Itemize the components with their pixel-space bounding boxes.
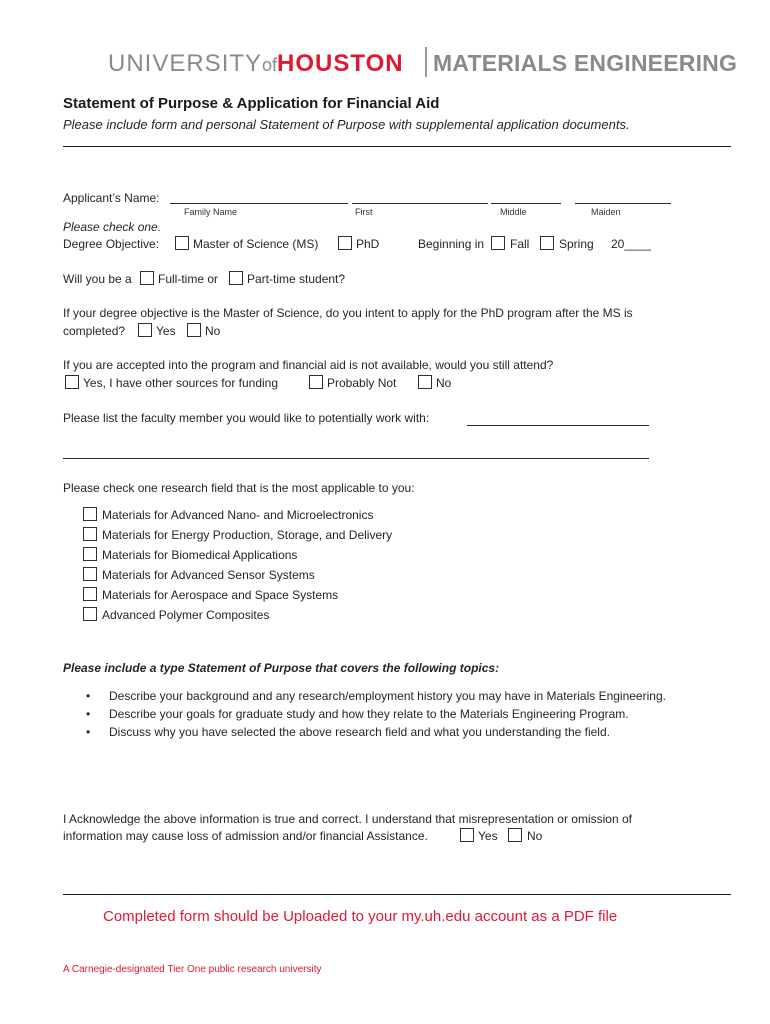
research-field-checkbox[interactable] — [83, 587, 97, 601]
faculty-field[interactable] — [467, 425, 649, 426]
beginning-label: Beginning in — [418, 237, 485, 251]
phd-intent-completed: completed? — [63, 324, 126, 338]
spring-label: Spring — [559, 237, 594, 251]
family-name-caption: Family Name — [184, 207, 238, 217]
phd-intent-no-checkbox[interactable] — [187, 323, 201, 337]
attend-yes-checkbox[interactable] — [65, 375, 79, 389]
research-field-option: Materials for Biomedical Applications — [102, 548, 298, 562]
title-rule — [63, 146, 731, 147]
logo-houston: HOUSTON — [277, 50, 404, 77]
first-name-caption: First — [355, 207, 373, 217]
attend-yes-label: Yes, I have other sources for funding — [83, 376, 279, 390]
research-field-label: Please check one research field that is the most applicable to you: — [63, 481, 415, 495]
research-field-checkbox[interactable] — [83, 567, 97, 581]
ack-no-label: No — [527, 829, 543, 843]
logo-of: of — [262, 55, 278, 75]
phd-checkbox[interactable] — [338, 236, 352, 250]
sop-topic: Describe your background and any research/employment history you may have in Materials Engineering. — [109, 689, 666, 703]
middle-name-caption: Middle — [500, 207, 527, 217]
department-name: MATERIALS ENGINEERING — [433, 50, 738, 76]
page-subtitle: Please include form and personal Statement of Purpose with supplemental application documents. — [63, 117, 630, 132]
acknowledgement-text: I Acknowledge the above information is true and correct. I understand that misrepresentation or omission of — [63, 812, 632, 826]
year-field[interactable]: 20____ — [611, 237, 652, 251]
attend-probably-not-checkbox[interactable] — [309, 375, 323, 389]
research-field-option: Materials for Energy Production, Storage, and Delivery — [102, 528, 393, 542]
phd-label: PhD — [356, 237, 380, 251]
ack-yes-label: Yes — [478, 829, 498, 843]
research-field-option: Advanced Polymer Composites — [102, 608, 270, 622]
research-field-option: Materials for Advanced Sensor Systems — [102, 568, 315, 582]
maiden-name-caption: Maiden — [591, 207, 621, 217]
attend-probably-not-label: Probably Not — [327, 376, 397, 390]
applicant-name-label: Applicant’s Name: — [63, 191, 160, 205]
phd-intent-question: If your degree objective is the Master of Science, do you intent to apply for the PhD program after the MS is — [63, 306, 633, 320]
research-field-option: Materials for Aerospace and Space Systems — [102, 588, 339, 602]
part-time-label: Part-time student? — [247, 272, 346, 286]
logo-university: UNIVERSITY — [108, 50, 263, 77]
first-name-field[interactable] — [352, 203, 488, 204]
family-name-field[interactable] — [170, 203, 348, 204]
spring-checkbox[interactable] — [540, 236, 554, 250]
logo-divider — [425, 47, 427, 77]
status-prefix: Will you be a — [63, 272, 132, 286]
faculty-label: Please list the faculty member you would like to potentially work with: — [63, 411, 430, 425]
ms-label: Master of Science (MS) — [193, 237, 319, 251]
phd-intent-no-label: No — [205, 324, 221, 338]
research-field-checkbox[interactable] — [83, 507, 97, 521]
maiden-name-field[interactable] — [575, 203, 671, 204]
phd-intent-yes-label: Yes — [156, 324, 176, 338]
fall-label: Fall — [510, 237, 530, 251]
sop-topic: Discuss why you have selected the above research field and what you understanding the field. — [109, 725, 610, 739]
ack-no-checkbox[interactable] — [508, 828, 522, 842]
attend-question: If you are accepted into the program and financial aid is not available, would you still attend? — [63, 358, 554, 372]
bottom-rule — [63, 894, 731, 895]
acknowledgement-text-continued: information may cause loss of admission and/or financial Assistance. — [63, 829, 428, 843]
footer-tagline: A Carnegie-designated Tier One public research university — [63, 964, 322, 975]
sop-heading: Please include a type Statement of Purpose that covers the following topics: — [63, 661, 500, 675]
degree-objective-label: Degree Objective: — [63, 237, 160, 251]
fall-checkbox[interactable] — [491, 236, 505, 250]
bullet: • — [86, 725, 91, 739]
check-one-note: Please check one. — [63, 220, 162, 234]
bullet: • — [86, 707, 91, 721]
phd-intent-yes-checkbox[interactable] — [138, 323, 152, 337]
middle-name-field[interactable] — [491, 203, 561, 204]
page-title: Statement of Purpose & Application for Financial Aid — [63, 95, 440, 112]
attend-no-label: No — [436, 376, 452, 390]
upload-note: Completed form should be Uploaded to your my.uh.edu account as a PDF file — [103, 908, 618, 925]
research-field-option: Materials for Advanced Nano- and Microelectronics — [102, 508, 374, 522]
ack-yes-checkbox[interactable] — [460, 828, 474, 842]
research-field-checkbox[interactable] — [83, 547, 97, 561]
faculty-field-continued[interactable] — [63, 458, 649, 459]
ms-checkbox[interactable] — [175, 236, 189, 250]
research-field-checkbox[interactable] — [83, 527, 97, 541]
full-time-checkbox[interactable] — [140, 271, 154, 285]
research-field-checkbox[interactable] — [83, 607, 97, 621]
sop-topic: Describe your goals for graduate study and how they relate to the Materials Engineering Program. — [109, 707, 629, 721]
full-time-label: Full-time or — [158, 272, 219, 286]
logo — [108, 50, 404, 80]
attend-no-checkbox[interactable] — [418, 375, 432, 389]
part-time-checkbox[interactable] — [229, 271, 243, 285]
bullet: • — [86, 689, 91, 703]
